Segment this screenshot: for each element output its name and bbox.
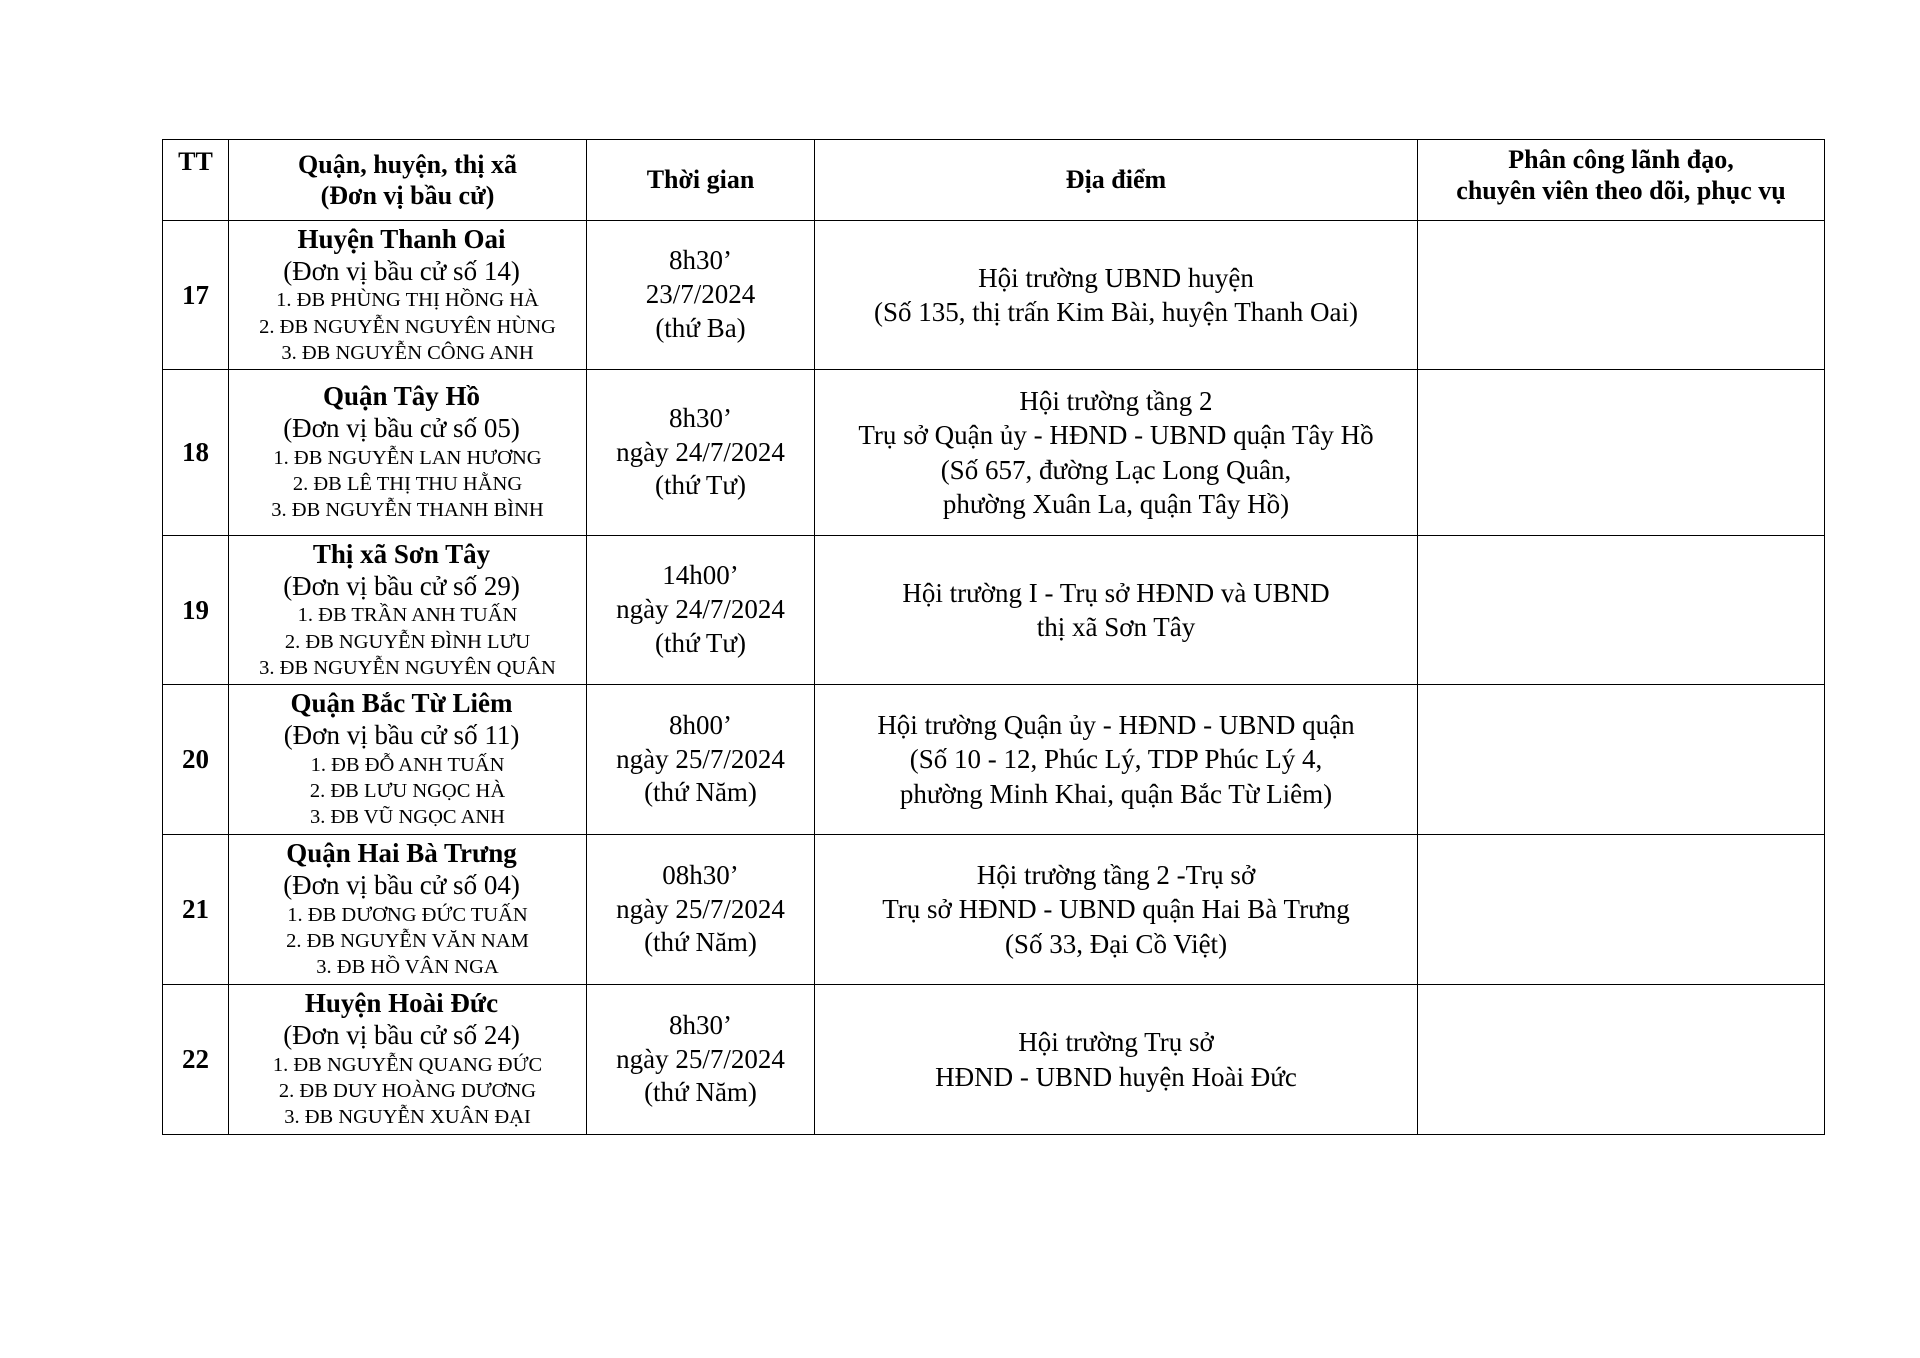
unit-cell — [229, 370, 587, 536]
place-line: phường Minh Khai, quận Bắc Từ Liêm) — [899, 778, 1333, 809]
row-number: 21 — [163, 835, 229, 985]
place-line: (Số 33, Đại Cồ Việt) — [1004, 928, 1228, 959]
unit-name: Huyện Hoài Đức — [304, 988, 499, 1019]
deputy-item: 3. ĐB HỒ VÂN NGA — [316, 956, 499, 979]
place-cell — [815, 536, 1418, 685]
deputy-item: 1. ĐB NGUYỄN LAN HƯƠNG — [273, 446, 542, 469]
place-line: Trụ sở Quận ủy - HĐND - UBND quận Tây Hồ — [858, 420, 1374, 451]
deputy-item: 1. ĐB TRẦN ANH TUẤN — [297, 604, 518, 627]
deputy-item: 3. ĐB NGUYỄN NGUYÊN QUÂN — [259, 656, 556, 679]
header-unit — [229, 140, 587, 221]
deputy-list — [229, 1052, 586, 1131]
assign-cell — [1418, 536, 1825, 685]
time-line: 8h30’ — [669, 245, 732, 276]
unit-name: Thị xã Sơn Tây — [312, 538, 491, 569]
assign-cell — [1418, 835, 1825, 985]
table-row — [163, 221, 1825, 370]
table-row — [163, 985, 1825, 1135]
place-cell — [815, 370, 1418, 536]
header-time: Thời gian — [587, 140, 815, 221]
deputy-item: 2. ĐB DUY HOÀNG DƯƠNG — [278, 1080, 537, 1103]
time-line: (thứ Năm) — [644, 777, 757, 808]
header-place: Địa điểm — [815, 140, 1418, 221]
deputy-item: 3. ĐB NGUYỄN THANH BÌNH — [271, 499, 544, 522]
row-number: 17 — [163, 221, 229, 370]
time-line: 14h00’ — [662, 560, 739, 591]
unit-number: (Đơn vị bầu cử số 05) — [283, 413, 520, 444]
time-line: ngày 24/7/2024 — [616, 594, 785, 625]
header-assign-line2: chuyên viên theo dõi, phục vụ — [1456, 176, 1786, 206]
header-unit-line1: Quận, huyện, thị xã — [298, 149, 517, 179]
header-assign — [1418, 140, 1825, 221]
table-row — [163, 685, 1825, 835]
row-number: 22 — [163, 985, 229, 1135]
deputy-item: 1. ĐB ĐỖ ANH TUẤN — [310, 753, 505, 776]
row-number: 18 — [163, 370, 229, 536]
header-tt: TT — [163, 140, 229, 221]
unit-cell — [229, 536, 587, 685]
deputy-item: 1. ĐB DƯƠNG ĐỨC TUẤN — [287, 903, 528, 926]
time-cell — [587, 221, 815, 370]
place-cell — [815, 985, 1418, 1135]
time-cell — [587, 370, 815, 536]
table-row — [163, 536, 1825, 685]
place-line: (Số 135, thị trấn Kim Bài, huyện Thanh Oai) — [874, 297, 1358, 327]
unit-cell — [229, 835, 587, 985]
unit-number: (Đơn vị bầu cử số 14) — [283, 255, 520, 286]
assign-cell — [1418, 685, 1825, 835]
table-header-row — [163, 140, 1825, 221]
table-row — [163, 835, 1825, 985]
deputy-item: 2. ĐB NGUYỄN NGUYÊN HÙNG — [259, 315, 556, 338]
time-line: 23/7/2024 — [645, 279, 756, 310]
unit-cell — [229, 985, 587, 1135]
time-cell — [587, 536, 815, 685]
time-line: (thứ Tư) — [654, 627, 746, 658]
place-line: Trụ sở HĐND - UBND quận Hai Bà Trưng — [882, 894, 1350, 925]
place-line: Hội trường Trụ sở — [1018, 1027, 1214, 1058]
unit-number: (Đơn vị bầu cử số 29) — [283, 570, 520, 601]
time-cell — [587, 985, 815, 1135]
place-line: Hội trường I - Trụ sở HĐND và UBND — [902, 577, 1330, 608]
unit-number: (Đơn vị bầu cử số 24) — [283, 1020, 520, 1051]
time-line: 8h00’ — [669, 709, 732, 740]
deputy-list — [229, 752, 586, 831]
unit-cell — [229, 221, 587, 370]
place-line: Hội trường Quận ủy - HĐND - UBND quận — [877, 710, 1355, 741]
deputy-item: 2. ĐB NGUYỄN VĂN NAM — [286, 930, 529, 953]
time-line: (thứ Năm) — [644, 1077, 757, 1108]
unit-number: (Đơn vị bầu cử số 04) — [283, 870, 520, 901]
place-line: phường Xuân La, quận Tây Hồ) — [942, 488, 1290, 519]
deputy-item: 2. ĐB LƯU NGỌC HÀ — [309, 780, 506, 803]
deputy-item: 3. ĐB NGUYỄN XUÂN ĐẠI — [284, 1106, 531, 1129]
time-line: ngày 25/7/2024 — [616, 1043, 785, 1074]
row-number: 20 — [163, 685, 229, 835]
deputy-list — [229, 287, 586, 366]
place-cell — [815, 685, 1418, 835]
time-cell — [587, 685, 815, 835]
time-line: ngày 25/7/2024 — [616, 743, 785, 774]
deputy-list — [229, 445, 586, 524]
unit-cell — [229, 685, 587, 835]
place-line: Hội trường tầng 2 -Trụ sở — [976, 860, 1256, 891]
time-line: ngày 25/7/2024 — [616, 893, 785, 924]
deputy-item: 3. ĐB NGUYỄN CÔNG ANH — [281, 341, 534, 364]
schedule-table — [162, 139, 1825, 1135]
unit-name: Quận Tây Hồ — [322, 381, 481, 412]
unit-number: (Đơn vị bầu cử số 11) — [283, 720, 520, 751]
document-page — [162, 139, 1824, 1135]
time-line: (thứ Tư) — [654, 470, 746, 501]
header-unit-line2: (Đơn vị bầu cử) — [320, 181, 495, 210]
time-line: 8h30’ — [669, 1009, 732, 1040]
deputy-list — [229, 902, 586, 981]
assign-cell — [1418, 221, 1825, 370]
row-number: 19 — [163, 536, 229, 685]
deputy-item: 2. ĐB NGUYỄN ĐÌNH LƯU — [284, 630, 531, 653]
deputy-item: 1. ĐB PHÙNG THỊ HỒNG HÀ — [276, 289, 539, 312]
time-cell — [587, 835, 815, 985]
place-line: HĐND - UBND huyện Hoài Đức — [935, 1061, 1297, 1092]
unit-name: Huyện Thanh Oai — [297, 223, 506, 254]
time-line: (thứ Năm) — [644, 927, 757, 958]
deputy-item: 3. ĐB VŨ NGỌC ANH — [310, 806, 505, 829]
assign-cell — [1418, 370, 1825, 536]
header-assign-line1: Phân công lãnh đạo, — [1508, 145, 1734, 174]
place-cell — [815, 221, 1418, 370]
time-line: ngày 24/7/2024 — [616, 436, 785, 467]
deputy-item: 1. ĐB NGUYỄN QUANG ĐỨC — [272, 1053, 543, 1076]
time-line: 08h30’ — [662, 859, 739, 890]
place-line: (Số 10 - 12, Phúc Lý, TDP Phúc Lý 4, — [909, 744, 1323, 775]
time-line: (thứ Ba) — [655, 312, 746, 343]
deputy-list — [229, 602, 586, 681]
unit-name: Quận Hai Bà Trưng — [286, 838, 517, 869]
place-line: Hội trường tầng 2 — [1019, 385, 1213, 416]
place-cell — [815, 835, 1418, 985]
place-line: Hội trường UBND huyện — [978, 262, 1254, 293]
place-line: thị xã Sơn Tây — [1036, 612, 1196, 642]
time-line: 8h30’ — [669, 402, 732, 433]
unit-name: Quận Bắc Từ Liêm — [290, 688, 513, 719]
assign-cell — [1418, 985, 1825, 1135]
table-row — [163, 370, 1825, 536]
deputy-item: 2. ĐB LÊ THỊ THU HẰNG — [292, 473, 523, 496]
place-line: (Số 657, đường Lạc Long Quân, — [940, 454, 1292, 485]
